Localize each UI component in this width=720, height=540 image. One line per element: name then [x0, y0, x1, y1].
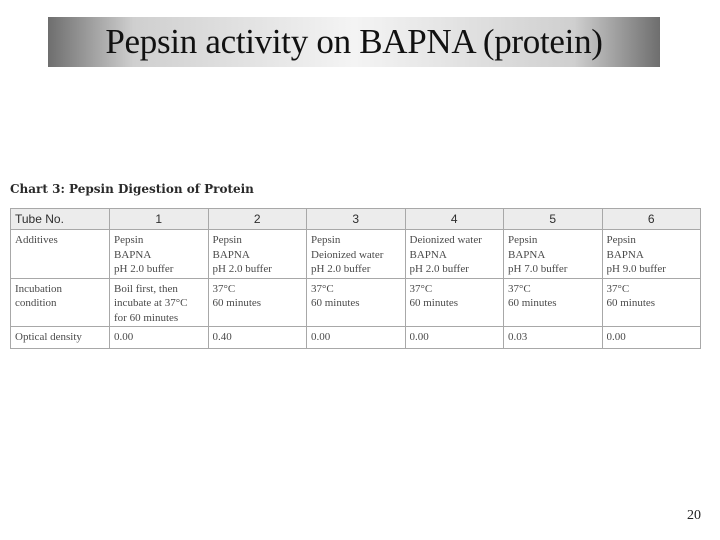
cell-additives-tube-2: [208, 230, 307, 279]
cell-line: Pepsin: [114, 234, 144, 246]
page-number: 20: [687, 508, 701, 523]
cell-additives-tube-3: [307, 230, 406, 279]
cell-incubation-tube-1: [110, 278, 209, 327]
row-label-incubation: [11, 278, 110, 327]
row-label-line: Incubation: [15, 282, 63, 295]
table-header-row: [11, 209, 701, 230]
cell-line: 0.03: [508, 331, 528, 343]
header-tube-2: 2: [208, 209, 307, 230]
cell-line: BAPNA: [114, 248, 152, 261]
cell-line: Deionized water: [311, 248, 384, 261]
row-label-additives: [11, 230, 110, 279]
cell-line: 37°C: [508, 282, 531, 295]
cell-incubation-tube-4: [405, 278, 504, 327]
table-row-additives: [11, 230, 701, 279]
cell-line: 60 minutes: [311, 297, 360, 309]
slide-title: Pepsin activity on BAPNA (protein): [105, 22, 603, 61]
cell-additives-tube-1: [110, 230, 209, 279]
cell-line: 0.40: [212, 331, 232, 343]
cell-line: 60 minutes: [212, 297, 262, 309]
cell-line: 37°C: [409, 282, 433, 295]
header-tube-1: 1: [110, 209, 209, 230]
cell-od-tube-4: [405, 327, 504, 349]
cell-line: BAPNA: [606, 248, 644, 261]
cell-od-tube-6: [602, 327, 701, 349]
table-row-optical-density: [11, 327, 701, 349]
cell-line: 0.00: [409, 331, 429, 343]
cell-line: 60 minutes: [409, 297, 459, 309]
cell-line: 0.00: [606, 331, 626, 343]
cell-od-tube-1: [110, 327, 209, 349]
cell-line: 37°C: [606, 282, 630, 295]
cell-line: Pepsin: [212, 234, 242, 246]
header-tube-6: 6: [602, 209, 701, 230]
cell-line: Pepsin: [508, 234, 538, 246]
cell-od-tube-5: [504, 327, 603, 349]
cell-line: pH 7.0 buffer: [508, 263, 568, 275]
cell-line: Pepsin: [606, 234, 636, 246]
cell-line: 60 minutes: [508, 297, 557, 309]
cell-incubation-tube-6: [602, 278, 701, 327]
pepsin-digestion-table: [10, 208, 701, 349]
row-label-line: Optical density: [15, 331, 82, 343]
header-tube-5: 5: [504, 209, 603, 230]
row-label-line: Additives: [15, 234, 58, 246]
cell-line: BAPNA: [409, 248, 447, 261]
cell-line: pH 2.0 buffer: [212, 263, 272, 275]
cell-incubation-tube-2: [208, 278, 307, 327]
row-label-line: condition: [15, 297, 57, 309]
cell-od-tube-2: [208, 327, 307, 349]
cell-line: BAPNA: [212, 248, 250, 261]
header-tube-4: 4: [405, 209, 504, 230]
header-tube-3: 3: [307, 209, 406, 230]
cell-line: incubate at 37°C: [114, 297, 188, 309]
cell-line: Pepsin: [311, 234, 341, 246]
cell-line: Deionized water: [409, 234, 482, 246]
header-tube-no: Tube No.: [11, 209, 110, 230]
cell-line: pH 2.0 buffer: [311, 263, 371, 275]
cell-line: 37°C: [212, 282, 236, 295]
cell-line: 60 minutes: [606, 297, 656, 309]
cell-line: 0.00: [311, 331, 331, 343]
cell-incubation-tube-5: [504, 278, 603, 327]
slide-title-bar: [48, 17, 660, 67]
cell-line: 37°C: [311, 282, 334, 295]
chart-caption: Chart 3: Pepsin Digestion of Protein: [10, 182, 254, 196]
cell-line: pH 2.0 buffer: [409, 263, 469, 275]
cell-line: Boil first, then: [114, 282, 178, 295]
cell-line: pH 2.0 buffer: [114, 263, 174, 275]
cell-line: for 60 minutes: [114, 311, 179, 324]
cell-line: pH 9.0 buffer: [606, 263, 666, 275]
cell-incubation-tube-3: [307, 278, 406, 327]
cell-od-tube-3: [307, 327, 406, 349]
row-label-optical-density: [11, 327, 110, 349]
cell-additives-tube-4: [405, 230, 504, 279]
cell-line: BAPNA: [508, 248, 546, 261]
table-row-incubation: [11, 278, 701, 327]
cell-additives-tube-5: [504, 230, 603, 279]
cell-line: 0.00: [114, 331, 134, 343]
cell-additives-tube-6: [602, 230, 701, 279]
